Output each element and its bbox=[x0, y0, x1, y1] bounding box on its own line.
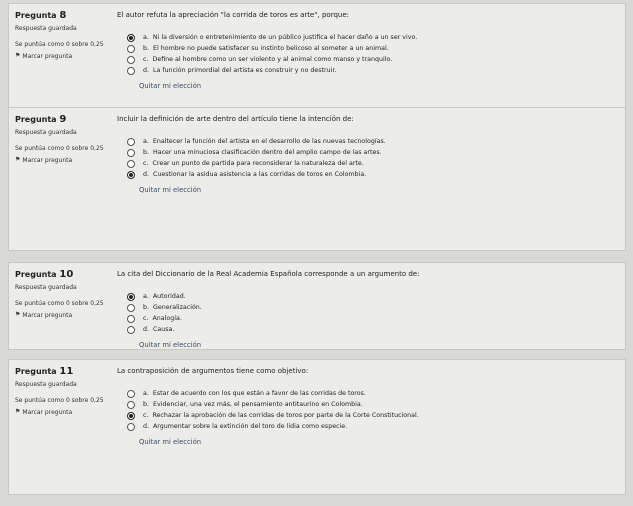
question-text: La cita del Diccionario de la Real Academia Española corresponde a un argumento de: bbox=[117, 270, 420, 278]
question-status: Respuesta guardada bbox=[15, 24, 77, 32]
radio-button[interactable] bbox=[127, 315, 135, 323]
answer-option-d[interactable]: d. Argumentar sobre la extinción del toro de lidia como especie. bbox=[127, 421, 617, 432]
question-info bbox=[15, 10, 105, 60]
question-status: Respuesta guardada bbox=[15, 283, 77, 291]
question-text: El autor refuta la apreciación "la corrida de toros es arte", porque: bbox=[117, 11, 350, 19]
answer-option-c[interactable]: c. Rechazar la aprobación de las corridas de toros por parte de la Corte Constitucional. bbox=[127, 410, 617, 421]
question-status: Respuesta guardada bbox=[15, 380, 77, 388]
flag-icon: ⚑ bbox=[15, 407, 21, 415]
radio-button[interactable] bbox=[127, 67, 135, 75]
radio-button[interactable] bbox=[127, 401, 135, 409]
question-number: Pregunta 9 bbox=[15, 114, 67, 125]
radio-button[interactable] bbox=[127, 326, 135, 334]
radio-button[interactable] bbox=[127, 56, 135, 64]
question-grade: Se puntúa como 0 sobre 0,25 bbox=[15, 397, 104, 404]
question-card-9 bbox=[8, 107, 626, 251]
question-content bbox=[117, 367, 617, 446]
question-grade: Se puntúa como 0 sobre 0,25 bbox=[15, 145, 104, 152]
question-content bbox=[117, 115, 617, 194]
answer-list bbox=[117, 291, 617, 335]
answer-option-a[interactable]: a. Estar de acuerdo con los que están a favor de las corridas de toros. bbox=[127, 388, 617, 399]
question-grade: Se puntúa como 0 sobre 0,25 bbox=[15, 41, 104, 48]
radio-button[interactable] bbox=[127, 149, 135, 157]
radio-button[interactable] bbox=[127, 138, 135, 146]
answer-option-a[interactable]: a. Ni la diversión o entretenimiento de un público justifica el hacer daño a un ser vivo. bbox=[127, 32, 617, 43]
answer-list bbox=[117, 388, 617, 432]
radio-button[interactable] bbox=[127, 390, 135, 398]
answer-option-c[interactable]: c. Analogía. bbox=[127, 313, 617, 324]
answer-list bbox=[117, 32, 617, 76]
question-status: Respuesta guardada bbox=[15, 128, 77, 136]
question-info bbox=[15, 269, 105, 319]
question-card-11 bbox=[8, 359, 626, 495]
radio-button[interactable] bbox=[127, 45, 135, 53]
question-number: Pregunta 10 bbox=[15, 269, 74, 280]
answer-option-b[interactable]: b. Generalización. bbox=[127, 302, 617, 313]
question-card-10 bbox=[8, 262, 626, 350]
question-info bbox=[15, 366, 105, 416]
flag-question-link[interactable]: ⚑ Marcar pregunta bbox=[15, 310, 73, 319]
flag-icon: ⚑ bbox=[15, 51, 21, 59]
answer-option-d[interactable]: d. La función primordial del artista es construir y no destruir. bbox=[127, 65, 617, 76]
flag-question-link[interactable]: ⚑ Marcar pregunta bbox=[15, 51, 73, 60]
clear-choice-link[interactable]: Quitar mi elección bbox=[139, 82, 202, 91]
answer-list bbox=[117, 136, 617, 180]
radio-button[interactable] bbox=[127, 423, 135, 431]
flag-question-link[interactable]: ⚑ Marcar pregunta bbox=[15, 407, 73, 416]
radio-button[interactable] bbox=[127, 171, 135, 179]
radio-button[interactable] bbox=[127, 304, 135, 312]
question-number: Pregunta 11 bbox=[15, 366, 74, 377]
radio-button[interactable] bbox=[127, 160, 135, 168]
question-text: La contraposición de argumentos tiene como objetivo: bbox=[117, 367, 309, 375]
flag-icon: ⚑ bbox=[15, 155, 21, 163]
flag-question-link[interactable]: ⚑ Marcar pregunta bbox=[15, 155, 73, 164]
question-card-8 bbox=[8, 3, 626, 122]
clear-choice-link[interactable]: Quitar mi elección bbox=[139, 186, 202, 195]
question-text: Incluir la definición de arte dentro del artículo tiene la intención de: bbox=[117, 115, 354, 123]
question-number: Pregunta 8 bbox=[15, 10, 67, 21]
question-grade: Se puntúa como 0 sobre 0,25 bbox=[15, 300, 104, 307]
answer-option-a[interactable]: a. Autoridad. bbox=[127, 291, 617, 302]
answer-option-d[interactable]: d. Causa. bbox=[127, 324, 617, 335]
radio-button[interactable] bbox=[127, 34, 135, 42]
question-content bbox=[117, 11, 617, 90]
radio-button[interactable] bbox=[127, 412, 135, 420]
clear-choice-link[interactable]: Quitar mi elección bbox=[139, 438, 202, 447]
answer-option-b[interactable]: b. Evidenciar, una vez más, el pensamiento antitaurino en Colombia. bbox=[127, 399, 617, 410]
answer-option-b[interactable]: b. El hombre no puede satisfacer su instinto belicoso al someter a un animal. bbox=[127, 43, 617, 54]
answer-option-d[interactable]: d. Cuestionar la asidua asistencia a las corridas de toros en Colombia. bbox=[127, 169, 617, 180]
flag-icon: ⚑ bbox=[15, 310, 21, 318]
radio-button[interactable] bbox=[127, 293, 135, 301]
answer-option-b[interactable]: b. Hacer una minuciosa clasificación dentro del amplio campo de las artes. bbox=[127, 147, 617, 158]
answer-option-a[interactable]: a. Enaltecer la función del artista en el desarrollo de las nuevas tecnologías. bbox=[127, 136, 617, 147]
question-content bbox=[117, 270, 617, 349]
answer-option-c[interactable]: c. Crear un punto de partida para reconsiderar la naturaleza del arte. bbox=[127, 158, 617, 169]
answer-option-c[interactable]: c. Define al hombre como un ser violento y al animal como manso y tranquilo. bbox=[127, 54, 617, 65]
question-info bbox=[15, 114, 105, 164]
clear-choice-link[interactable]: Quitar mi elección bbox=[139, 341, 202, 350]
